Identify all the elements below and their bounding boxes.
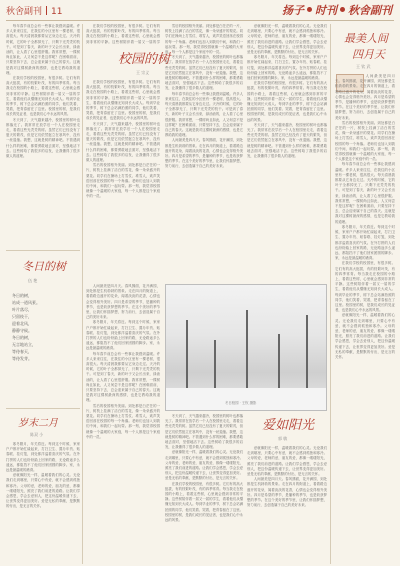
paragraph: 寒冬腊月，年关将近。每到这个时候，家家户户都开始忙碌起来，打扫卫生、置办年货、贴春联、挂灯笼，到处都洋溢着喜庆的气氛。在外打拼的人们也纷纷踏上回家的路，无论路途多么遥远，都阻挡不了他们回家团圆的脚步。家，永远是最温暖的港湾。 — [6, 442, 80, 473]
paragraph: 在我们学校的校园里，有很多树。它们有的高大挺拔，有的枝繁叶茂，有的四季常青。每当我走在校园的小路上，看着这些树，心里就会感到非常的平静。这些树陪伴着一届又一届的学 — [86, 24, 160, 44]
divider — [46, 6, 47, 15]
article-body-col5 — [335, 74, 395, 562]
article-author: 王 宗义 — [136, 70, 150, 75]
dot-icon — [307, 7, 312, 12]
paragraph: 寒冬腊月，年关将近。每到这个时候，家家户户都开始忙碌起来，打扫卫生、置办年货、贴春联、挂灯笼，到处都洋溢着喜庆的气氛。在外打拼的人们也纷纷踏上回家的路，无论路途多么遥远，都阻挡不了他们回家团圆的脚步。家，永远是最温暖的港湾。 — [335, 224, 395, 261]
poem-line: 等待春天， — [12, 349, 32, 354]
article-author: 王 钦 武 — [356, 64, 371, 69]
section-name: 秋舍副刊 — [6, 7, 43, 17]
poem-line: 冬日的树， — [12, 335, 32, 340]
poem-line: 站成一道风景。 — [12, 300, 40, 305]
article-title: 最美人间 — [344, 32, 388, 45]
masthead — [282, 2, 392, 18]
paragraph: 爱就像阳光一样，温暖着我们的心灵。无论我们走到哪里，只要心中有爱，就不会感到孤独和寒冷。父母的爱，老师的爱，朋友的爱，都像一缕缕阳光，照亮了我们前进的道路。让我们学会感恩，学会去爱别人，把这份温暖传递下去，让世界变得更加美好。爱是无私的奉献，是默默的付出，是无言的关怀。 — [165, 450, 243, 481]
masthead-slogan: 扬子 — [282, 4, 304, 17]
paragraph: 雪后的校园格外美丽。到处都是白茫茫的一片，树枝上挂满了洁白的雪花，像一朵朵盛开的梨花。同学们在操场上打雪仗、堆雪人，欢声笑语回荡在校园的每一个角落。老师们也加入到我们中间，和我们一起玩耍。那一刻，我觉得校园就像一个温暖的大家庭，每一个人都是这个家庭中的一员。 — [165, 24, 243, 55]
masthead-slogan-2: 时刊 — [315, 4, 337, 17]
paragraph: 在我们学校的校园里，有很多树。它们有的高大挺拔，有的枝繁叶茂，有的四季常青。每当我走在校园的小路上，看着这些树，心里就会感到非常的平静。这些树陪伴着一届又一届的学生，看着他们从懵懂无知到长大成人。每到毕业的季节，树下总会站满拍照的同学，他们笑着、哭着，把青春留在了这里。校园里的树，是我们成长的见证者，也是我们心中永远的风景。 — [6, 76, 80, 117]
article-body-col1b — [6, 442, 80, 562]
poem-line: 叶片落尽， — [12, 307, 32, 312]
poem-line: 等待发芽。 — [12, 356, 32, 361]
paragraph: 在我们学校的校园里，有很多树。它们有的高大挺拔，有的枝繁叶茂，有的四季常青。每当我走在校园的小路上，看着这些树，心里就会感到非常的平静。这些树陪伴着一届又一届的学生，看着他们从懵懂无知到长大成人。每到毕业的季节，树下总会站满拍照的同学，他们笑着、哭着，把青春留在了这里。校园里的树，是我们成长的见证者，也是我们心中永远的风景。 — [247, 81, 327, 122]
poem-line: 迎着北风， — [12, 321, 32, 326]
paragraph: 爱就像阳光一样，温暖着我们的心灵。无论我们走到哪里，只要心中有爱，就不会感到孤独和寒冷。父母的爱，老师的爱，朋友的爱，都像一缕缕阳光，照亮了我们前进的道路。让我们学会感恩，学会去爱别人，把这份温暖传递下去，让世界变得更加美好。爱是无私的奉献，是默默的付出，是无言的关怀。 — [247, 446, 327, 477]
paragraph: 每年春节前总会有一些事让我感到温暖。许多人来来往往，在我住的小区里有一棵老树，很高很大。每天清晨我都要从它身边走过。天冷的时候，它的叶子全都掉光了，只剩下光秃秃的枝干。可是到了春天，新的叶子又会长出来，绿油油的，让人看了心里很舒服。我常常想，一棵树尚且如此，人又何尝不是这样呢？在困难面前，只要坚持下去，总会迎来属于自己的春天。这就是我对这棵树最深的感情，也是它教给我的道理。 — [335, 162, 395, 224]
poem — [12, 292, 40, 362]
section-rule — [6, 250, 80, 251]
paragraph: 爱就像阳光一样，温暖着我们的心灵。无论我们走到哪里，只要心中有爱，就不会感到孤独和寒冷。父母的爱，老师的爱，朋友的爱，都像一缕缕阳光，照亮了我们前进的道路。让我们学会感恩，学会去爱别人，把这份温暖传递下去，让世界变得更加美好。爱是无私的奉献，是默默的付出，是无言的关怀。 — [247, 24, 327, 55]
article-body-col1 — [6, 24, 80, 246]
article-body-intro — [86, 24, 160, 44]
article-author: 伍 艳 — [28, 278, 38, 283]
article-body-col3 — [165, 24, 243, 280]
masthead-brand: 秋舍副刊 — [348, 4, 392, 17]
article-body-col4 — [247, 24, 327, 280]
paragraph: 人间最美是四月天。春风拂面，花开满园，到处都是生机勃勃的景象。走在四月的街道上，看着路边盛开的花朵，闻着淡淡的花香，心情也会变得格外美好。四月是希望的季节，是播种的季节，也是收获梦想的季节。在这个美好的季节里，让我们怀揣梦想，努力前行，去创造属于自己的美好未来。 — [165, 138, 243, 169]
paragraph: 冬天到了，天气越来越冷，校园里的树叶也都落光了。我常常在放学后一个人在校园里走走，看看这些光秃秃的树。虽然它们已经没有了夏天的繁茂，但是它们依然挺立在寒风中，没有一丝退缩。我想，这就是树的精神吧。不管遇到什么样的困难，都要勇敢地去面对，坚强地活下去。这些树给了我很多的启发，让我懂得了很多做人的道理。 — [6, 117, 80, 159]
snow-campus-photo — [165, 284, 327, 411]
article-title: 冬日的树 — [22, 260, 66, 273]
paragraph: 人间最美是四月天。春风拂面，花开满园，到处都是生机勃勃的景象。走在四月的街道上，看着路边盛开的花朵，闻着淡淡的花香，心情也会变得格外美好。四月是希望的季节，是播种的季节，也是收获梦想的季节。在这个美好的季节里，让我们怀揣梦想，努力前行，去创造属于自己的美好未来。 — [86, 284, 160, 320]
paragraph: 每年春节前总会有一些事让我感到温暖。许多人来来往往，在我住的小区里有一棵老树，很高很大。每天清晨我都要从它身边走过。天冷的时候，它的叶子全都掉光了，只剩下光秃秃的枝干。可是到了春天，新的叶子又会长出来，绿油油的，让人看了心里很舒服。我常常想，一棵树尚且如此，人又何尝不是这样呢？在困难面前，只要坚持下去，总会迎来属于自己的春天。这就是我对这棵树最深的感情，也是它教给我的道理。 — [86, 351, 160, 403]
paragraph: 冬天到了，天气越来越冷，校园里的树叶也都落光了。我常常在放学后一个人在校园里走走，看看这些光秃秃的树。虽然它们已经没有了夏天的繁茂，但是它们依然挺立在寒风中，没有一丝退缩。我想，这就是树的精神吧。不管遇到什么样的困难，都要勇敢地去面对，坚强地活下去。这些树给了我很多的启发，让我懂得了很多做人的道理。 — [247, 122, 327, 159]
article-title-line2: 四月天 — [352, 48, 385, 61]
article-title: 校园的树 — [118, 52, 171, 67]
poem-line: 静静守候。 — [12, 328, 32, 333]
article-body-col3b — [165, 414, 243, 562]
poem-line: 无言地站立， — [12, 342, 36, 347]
article-title: 爱如阳光 — [262, 418, 315, 433]
article-body-col4b — [247, 446, 327, 562]
paragraph: 寒冬腊月，年关将近。每到这个时候，家家户户都开始忙碌起来，打扫卫生、置办年货、贴春联、挂灯笼，到处都洋溢着喜庆的气氛。在外打拼的人们也纷纷踏上回家的路，无论路途多么遥远，都阻挡不了他们回家团圆的脚步。家，永远是最温暖的港湾。 — [86, 320, 160, 351]
paragraph: 每年春节前总会有一些事让我感到温暖。许多人来来往往，在我住的小区里有一棵老树，很高很大。每天清晨我都要从它身边走过。天冷的时候，它的叶子全都掉光了，只剩下光秃秃的枝干。可是到了春天，新的叶子又会长出来，绿油油的，让人看了心里很舒服。我常常想，一棵树尚且如此，人又何尝不是这样呢？在困难面前，只要坚持下去，总会迎来属于自己的春天。这就是我对这棵树最深的感情，也是它教给我的道理。 — [6, 24, 80, 75]
paragraph: 寒冬腊月，年关将近。每到这个时候，家家户户都开始忙碌起来，打扫卫生、置办年货、贴春联、挂灯笼，到处都洋溢着喜庆的气氛。在外打拼的人们也纷纷踏上回家的路，无论路途多么遥远，都阻挡不了他们回家团圆的脚步。家，永远是最温暖的港湾。 — [247, 55, 327, 81]
section-rule — [6, 408, 80, 409]
paragraph: 人间最美是四月天。春风拂面，花开满园，到处都是生机勃勃的景象。走在四月的街道上，看着路边盛开的花朵，闻着淡淡的花香，心情也会变得格外美好。四月是希望的季节，是播种的季节，也是收获梦想的季节。在这个美好的季节里，让我们怀揣梦想，努力前行，去创造属于自己的美好未来。 — [335, 74, 395, 120]
page-number: 11 — [51, 7, 63, 17]
paragraph: 雪后的校园格外美丽。到处都是白茫茫的一片，树枝上挂满了洁白的雪花，像一朵朵盛开的梨花。同学们在操场上打雪仗、堆雪人，欢声笑语回荡在校园的每一个角落。老师们也加入到我们中间，和我们一起玩耍。那一刻，我觉得校园就像一个温暖的大家庭，每一个人都是这个家庭中的一员。 — [86, 163, 160, 199]
paragraph: 冬天到了，天气越来越冷，校园里的树叶也都落光了。我常常在放学后一个人在校园里走走，看看这些光秃秃的树。虽然它们已经没有了夏天的繁茂，但是它们依然挺立在寒风中，没有一丝退缩。我想，这就是树的精神吧。不管遇到什么样的困难，都要勇敢地去面对，坚强地活下去。这些树给了我很多的启发，让我懂得了很多做人的道理。 — [165, 414, 243, 450]
article-body-col2 — [86, 80, 160, 280]
paragraph: 冬天到了，天气越来越冷，校园里的树叶也都落光了。我常常在放学后一个人在校园里走走，看看这些光秃秃的树。虽然它们已经没有了夏天的繁茂，但是它们依然挺立在寒风中，没有一丝退缩。我想，这就是树的精神吧。不管遇到什么样的困难，都要勇敢地去面对，坚强地活下去。这些树给了我很多的启发，让我懂得了很多做人的道理。 — [165, 55, 243, 91]
paragraph: 每年春节前总会有一些事让我感到温暖。许多人来来往往，在我住的小区里有一棵老树，很高很大。每天清晨我都要从它身边走过。天冷的时候，它的叶子全都掉光了，只剩下光秃秃的枝干。可是到了春天，新的叶子又会长出来，绿油油的，让人看了心里很舒服。我常常想，一棵树尚且如此，人又何尝不是这样呢？在困难面前，只要坚持下去，总会迎来属于自己的春天。这就是我对这棵树最深的感情，也是它教给我的道理。 — [165, 91, 243, 138]
article-title: 岁末二月 — [18, 418, 58, 429]
paragraph: 雪后的校园格外美丽。到处都是白茫茫的一片，树枝上挂满了洁白的雪花，像一朵朵盛开的梨花。同学们在操场上打雪仗、堆雪人，欢声笑语回荡在校园的每一个角落。老师们也加入到我们中间，和我们一起玩耍。那一刻，我觉得校园就像一个温暖的大家庭，每一个人都是这个家庭中的一员。 — [335, 120, 395, 162]
photo-caption: 冬日校园 · 王钦 摄影 — [225, 401, 257, 405]
paragraph: 在我们学校的校园里，有很多树。它们有的高大挺拔，有的枝繁叶茂，有的四季常青。每当我走在校园的小路上，看着这些树，心里就会感到非常的平静。这些树陪伴着一届又一届的学生，看着他们从懵懂无知到长大成人。每到毕业的季节，树下总会站满拍照的同学，他们笑着、哭着，把青春留在了这里。校园里的树，是我们成长的见证者，也是我们心中永远的风景。 — [335, 261, 395, 313]
dot-icon — [340, 7, 345, 12]
paragraph: 在我们学校的校园里，有很多树。它们有的高大挺拔，有的枝繁叶茂，有的四季常青。每当我走在校园的小路上，看着这些树，心里就会感到非常的平静。这些树陪伴着一届又一届的学生，看着他们从懵懂无知到长大成人。每到毕业的季节，树下总会站满拍照的同学，他们笑着、哭着，把青春留在了这里。校园里的树，是我们成长的见证者，也是我们心中永远的风景。 — [86, 80, 160, 121]
column-divider — [82, 24, 83, 564]
paragraph: 人间最美是四月天。春风拂面，花开满园，到处都是生机勃勃的景象。走在四月的街道上，看着路边盛开的花朵，闻着淡淡的花香，心情也会变得格外美好。四月是希望的季节，是播种的季节，也是收获梦想的季节。在这个美好的季节里，让我们怀揣梦想，努力前行，去创造属于自己的美好未来。 — [247, 477, 327, 508]
column-divider — [330, 24, 331, 564]
paragraph: 冬天到了，天气越来越冷，校园里的树叶也都落光了。我常常在放学后一个人在校园里走走，看看这些光秃秃的树。虽然它们已经没有了夏天的繁茂，但是它们依然挺立在寒风中，没有一丝退缩。我想，这就是树的精神吧。不管遇到什么样的困难，都要勇敢地去面对，坚强地活下去。这些树给了我很多的启发，让我懂得了很多做人的道理。 — [86, 121, 160, 163]
paragraph: 在我们学校的校园里，有很多树。它们有的高大挺拔，有的枝繁叶茂，有的四季常青。每当我走在校园的小路上，看着这些树，心里就会感到非常的平静。这些树陪伴着一届又一届的学生，看着他们从懵懂无知到长大成人。每到毕业的季节，树下总会站满拍照的同学，他们笑着、哭着，把青春留在了这里。校园里的树，是我们成长的见证者，也是我们心中永远的风景。 — [165, 481, 243, 523]
header-rule — [6, 20, 394, 21]
paragraph: 爱就像阳光一样，温暖着我们的心灵。无论我们走到哪里，只要心中有爱，就不会感到孤独和寒冷。父母的爱，老师的爱，朋友的爱，都像一缕缕阳光，照亮了我们前进的道路。让我们学会感恩，学会去爱别人，把这份温暖传递下去，让世界变得更加美好。爱是无私的奉献，是默默的付出，是无言的关怀。 — [6, 473, 80, 509]
section-label — [6, 4, 62, 17]
paragraph: 爱就像阳光一样，温暖着我们的心灵。无论我们走到哪里，只要心中有爱，就不会感到孤独和寒冷。父母的爱，老师的爱，朋友的爱，都像一缕缕阳光，照亮了我们前进的道路。让我们学会感恩，学会去爱别人，把这份温暖传递下去，让世界变得更加美好。爱是无私的奉献，是默默的付出，是无言的关怀。 — [335, 313, 395, 359]
article-author: 陈双 小 — [30, 432, 44, 437]
article-author: 郭 敏 — [278, 436, 288, 441]
article-body-col2b — [86, 284, 160, 562]
paragraph: 雪后的校园格外美丽。到处都是白茫茫的一片，树枝上挂满了洁白的雪花，像一朵朵盛开的梨花。同学们在操场上打雪仗、堆雪人，欢声笑语回荡在校园的每一个角落。老师们也加入到我们中间，和我们一起玩耍。那一刻，我觉得校园就像一个温暖的大家庭，每一个人都是这个家庭中的一员。 — [86, 403, 160, 439]
poem-line: 只留枝干， — [12, 314, 32, 319]
poem-line: 冬日的树， — [12, 293, 32, 298]
